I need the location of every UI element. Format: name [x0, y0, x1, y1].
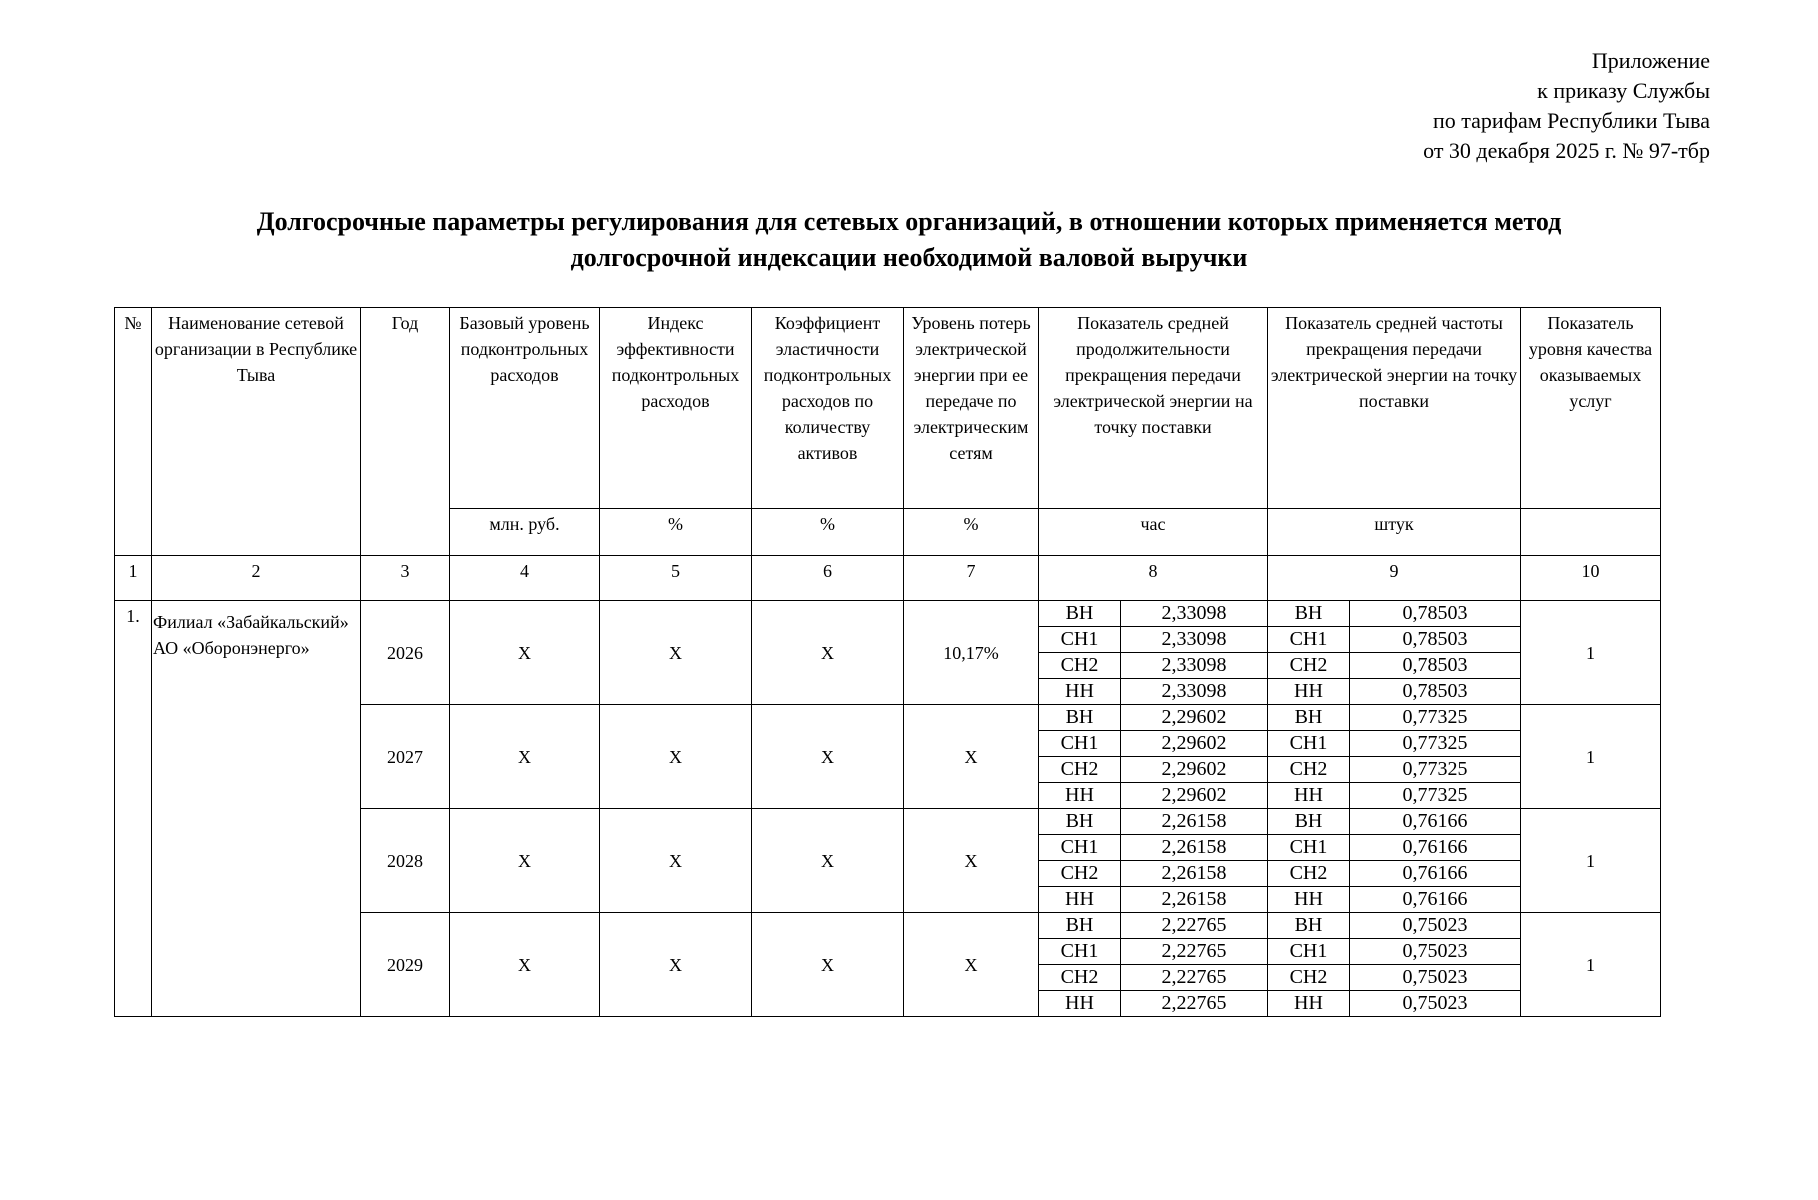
unit-cell: % — [600, 509, 752, 556]
frequency-value: 0,75023 — [1350, 991, 1521, 1017]
appendix-line: от 30 декабря 2025 г. № 97-тбр — [1423, 138, 1710, 163]
value-cell-c5: X — [600, 705, 752, 809]
header-cell: Год — [361, 308, 450, 556]
voltage-level: НН — [1268, 679, 1350, 705]
header-cell: Коэффициент эластичности подконтрольных расходов по количеству активов — [752, 308, 904, 509]
duration-value: 2,33098 — [1121, 601, 1268, 627]
year-cell: 2026 — [361, 601, 450, 705]
value-cell-c5: X — [600, 913, 752, 1017]
col-number: 3 — [361, 556, 450, 601]
unit-cell: % — [752, 509, 904, 556]
header-cell: Базовый уровень подконтрольных расходов — [450, 308, 600, 509]
value-cell-c4: X — [450, 913, 600, 1017]
voltage-level: НН — [1268, 991, 1350, 1017]
appendix-line: по тарифам Республики Тыва — [1433, 108, 1710, 133]
voltage-level: НН — [1039, 783, 1121, 809]
value-cell-c5: X — [600, 809, 752, 913]
header-cell: Показатель средней продолжительности прекращения передачи электрической энергии на точку поставки — [1039, 308, 1268, 509]
column-numbers-row — [115, 556, 1661, 601]
header-cell: № — [115, 308, 152, 556]
duration-value: 2,22765 — [1121, 939, 1268, 965]
voltage-level: ВН — [1039, 601, 1121, 627]
quality-value: 1 — [1521, 705, 1661, 809]
duration-value: 2,26158 — [1121, 861, 1268, 887]
value-cell-c6: X — [752, 601, 904, 705]
frequency-value: 0,78503 — [1350, 627, 1521, 653]
col-number: 9 — [1268, 556, 1521, 601]
header-cell: Наименование сетевой организации в Республике Тыва — [152, 308, 361, 556]
voltage-level: ВН — [1268, 705, 1350, 731]
voltage-level: СН2 — [1039, 861, 1121, 887]
voltage-level: СН1 — [1039, 939, 1121, 965]
voltage-level: НН — [1039, 887, 1121, 913]
data-row — [115, 601, 1661, 627]
unit-cell — [1521, 509, 1661, 556]
voltage-level: СН1 — [1039, 835, 1121, 861]
duration-value: 2,22765 — [1121, 991, 1268, 1017]
col-number: 5 — [600, 556, 752, 601]
frequency-value: 0,76166 — [1350, 809, 1521, 835]
parameters-table — [114, 307, 1661, 1017]
value-cell-c7: X — [904, 913, 1039, 1017]
unit-cell: час — [1039, 509, 1268, 556]
col-number: 4 — [450, 556, 600, 601]
voltage-level: ВН — [1039, 809, 1121, 835]
year-cell: 2028 — [361, 809, 450, 913]
col-number: 8 — [1039, 556, 1268, 601]
voltage-level: ВН — [1268, 601, 1350, 627]
col-number: 2 — [152, 556, 361, 601]
quality-value: 1 — [1521, 601, 1661, 705]
voltage-level: НН — [1039, 991, 1121, 1017]
voltage-level: СН2 — [1039, 965, 1121, 991]
value-cell-c4: X — [450, 809, 600, 913]
voltage-level: ВН — [1268, 809, 1350, 835]
voltage-level: СН1 — [1268, 939, 1350, 965]
duration-value: 2,29602 — [1121, 731, 1268, 757]
voltage-level: ВН — [1039, 913, 1121, 939]
col-number: 1 — [115, 556, 152, 601]
duration-value: 2,33098 — [1121, 653, 1268, 679]
frequency-value: 0,76166 — [1350, 835, 1521, 861]
col-number: 6 — [752, 556, 904, 601]
frequency-value: 0,77325 — [1350, 783, 1521, 809]
year-cell: 2029 — [361, 913, 450, 1017]
document-title — [0, 204, 1818, 276]
frequency-value: 0,78503 — [1350, 679, 1521, 705]
duration-value: 2,29602 — [1121, 705, 1268, 731]
unit-cell: штук — [1268, 509, 1521, 556]
duration-value: 2,29602 — [1121, 783, 1268, 809]
voltage-level: СН1 — [1268, 627, 1350, 653]
unit-cell: млн. руб. — [450, 509, 600, 556]
duration-value: 2,26158 — [1121, 887, 1268, 913]
frequency-value: 0,77325 — [1350, 705, 1521, 731]
appendix-note — [1423, 46, 1710, 166]
appendix-line: к приказу Службы — [1537, 78, 1710, 103]
header-cell: Индекс эффективности подконтрольных расходов — [600, 308, 752, 509]
frequency-value: 0,77325 — [1350, 757, 1521, 783]
voltage-level: НН — [1268, 783, 1350, 809]
value-cell-c6: X — [752, 705, 904, 809]
quality-value: 1 — [1521, 809, 1661, 913]
unit-cell: % — [904, 509, 1039, 556]
duration-value: 2,33098 — [1121, 627, 1268, 653]
duration-value: 2,29602 — [1121, 757, 1268, 783]
duration-value: 2,26158 — [1121, 809, 1268, 835]
voltage-level: ВН — [1039, 705, 1121, 731]
header-cell: Уровень потерь электрической энергии при ее передаче по электрическим сетям — [904, 308, 1039, 509]
voltage-level: НН — [1268, 887, 1350, 913]
year-cell: 2027 — [361, 705, 450, 809]
value-cell-c7: X — [904, 705, 1039, 809]
voltage-level: СН1 — [1268, 731, 1350, 757]
duration-value: 2,22765 — [1121, 965, 1268, 991]
frequency-value: 0,76166 — [1350, 861, 1521, 887]
frequency-value: 0,78503 — [1350, 653, 1521, 679]
value-cell-c7: 10,17% — [904, 601, 1039, 705]
col-number: 7 — [904, 556, 1039, 601]
voltage-level: СН1 — [1039, 627, 1121, 653]
value-cell-c6: X — [752, 809, 904, 913]
value-cell-c4: X — [450, 601, 600, 705]
org-number: 1. — [115, 601, 152, 1017]
voltage-level: СН2 — [1268, 965, 1350, 991]
value-cell-c7: X — [904, 809, 1039, 913]
frequency-value: 0,76166 — [1350, 887, 1521, 913]
voltage-level: СН2 — [1268, 653, 1350, 679]
title-line: Долгосрочные параметры регулирования для сетевых организаций, в отношении которых применяется метод — [256, 207, 1562, 236]
frequency-value: 0,75023 — [1350, 965, 1521, 991]
quality-value: 1 — [1521, 913, 1661, 1017]
frequency-value: 0,75023 — [1350, 913, 1521, 939]
value-cell-c6: X — [752, 913, 904, 1017]
voltage-level: СН2 — [1039, 757, 1121, 783]
voltage-level: СН1 — [1268, 835, 1350, 861]
voltage-level: НН — [1039, 679, 1121, 705]
header-row — [115, 308, 1661, 509]
col-number: 10 — [1521, 556, 1661, 601]
frequency-value: 0,78503 — [1350, 601, 1521, 627]
voltage-level: СН1 — [1039, 731, 1121, 757]
header-cell: Показатель средней частоты прекращения передачи электрической энергии на точку поставки — [1268, 308, 1521, 509]
duration-value: 2,33098 — [1121, 679, 1268, 705]
voltage-level: СН2 — [1268, 757, 1350, 783]
voltage-level: СН2 — [1039, 653, 1121, 679]
org-name: Филиал «Забайкальский» АО «Оборонэнерго» — [152, 601, 361, 1017]
value-cell-c4: X — [450, 705, 600, 809]
voltage-level: СН2 — [1268, 861, 1350, 887]
duration-value: 2,26158 — [1121, 835, 1268, 861]
voltage-level: ВН — [1268, 913, 1350, 939]
duration-value: 2,22765 — [1121, 913, 1268, 939]
frequency-value: 0,77325 — [1350, 731, 1521, 757]
frequency-value: 0,75023 — [1350, 939, 1521, 965]
appendix-line: Приложение — [1591, 48, 1710, 73]
title-line: долгосрочной индексации необходимой валовой выручки — [570, 243, 1248, 272]
header-cell: Показатель уровня качества оказываемых услуг — [1521, 308, 1661, 509]
value-cell-c5: X — [600, 601, 752, 705]
